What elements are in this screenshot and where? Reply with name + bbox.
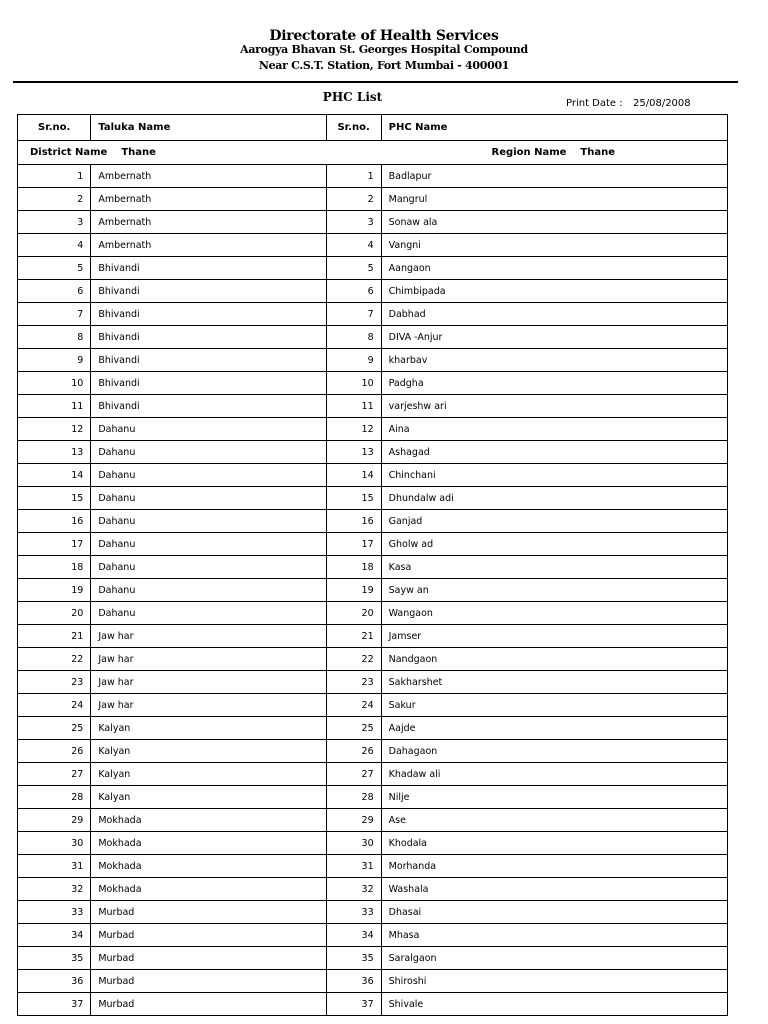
taluka-cell: Jaw har: [91, 671, 326, 694]
table-row: [18, 717, 728, 740]
table-row: [18, 533, 728, 556]
phc-srno-cell: 5: [326, 257, 381, 280]
phc-name-cell: Jamser: [381, 625, 727, 648]
table-row: [18, 487, 728, 510]
phc-name-cell: Ganjad: [381, 510, 727, 533]
taluka-cell: Mokhada: [91, 855, 326, 878]
phc-name-cell: Aina: [381, 418, 727, 441]
phc-name-cell: Morhanda: [381, 855, 727, 878]
phc-name-cell: Kasa: [381, 556, 727, 579]
phc-name-cell: Chinchani: [381, 464, 727, 487]
srno-cell: 20: [18, 602, 91, 625]
srno-cell: 2: [18, 188, 91, 211]
phc-name-cell: Gholw ad: [381, 533, 727, 556]
table-header-row: [18, 115, 728, 141]
table-row: [18, 763, 728, 786]
table-row: [18, 809, 728, 832]
taluka-cell: Murbad: [91, 970, 326, 993]
phc-name-cell: Saralgaon: [381, 947, 727, 970]
taluka-cell: Kalyan: [91, 763, 326, 786]
srno-cell: 14: [18, 464, 91, 487]
phc-srno-cell: 7: [326, 303, 381, 326]
table-row: [18, 970, 728, 993]
table-row: [18, 165, 728, 188]
table-row: [18, 947, 728, 970]
col-header-srno: Sr.no.: [18, 115, 91, 141]
phc-srno-cell: 27: [326, 763, 381, 786]
table-row: [18, 878, 728, 901]
taluka-cell: Mokhada: [91, 809, 326, 832]
taluka-cell: Jaw har: [91, 648, 326, 671]
phc-srno-cell: 18: [326, 556, 381, 579]
phc-name-cell: Washala: [381, 878, 727, 901]
phc-srno-cell: 16: [326, 510, 381, 533]
srno-cell: 1: [18, 165, 91, 188]
phc-name-cell: Chimbipada: [381, 280, 727, 303]
taluka-cell: Dahanu: [91, 418, 326, 441]
phc-name-cell: Wangaon: [381, 602, 727, 625]
taluka-cell: Murbad: [91, 993, 326, 1016]
phc-name-cell: Dhundalw adi: [381, 487, 727, 510]
table-row: [18, 280, 728, 303]
taluka-cell: Dahanu: [91, 510, 326, 533]
srno-cell: 19: [18, 579, 91, 602]
phc-srno-cell: 17: [326, 533, 381, 556]
srno-cell: 4: [18, 234, 91, 257]
phc-srno-cell: 1: [326, 165, 381, 188]
phc-srno-cell: 22: [326, 648, 381, 671]
srno-cell: 9: [18, 349, 91, 372]
phc-table: [17, 114, 728, 1016]
print-date-label: Print Date :: [566, 98, 623, 109]
phc-name-cell: Shiroshi: [381, 970, 727, 993]
srno-cell: 18: [18, 556, 91, 579]
phc-srno-cell: 12: [326, 418, 381, 441]
phc-srno-cell: 14: [326, 464, 381, 487]
srno-cell: 35: [18, 947, 91, 970]
srno-cell: 28: [18, 786, 91, 809]
table-row: [18, 372, 728, 395]
table-row: [18, 211, 728, 234]
taluka-cell: Ambernath: [91, 165, 326, 188]
phc-srno-cell: 10: [326, 372, 381, 395]
srno-cell: 6: [18, 280, 91, 303]
phc-srno-cell: 30: [326, 832, 381, 855]
phc-name-cell: Mangrul: [381, 188, 727, 211]
table-row: [18, 579, 728, 602]
srno-cell: 25: [18, 717, 91, 740]
phc-srno-cell: 34: [326, 924, 381, 947]
phc-name-cell: Dahagaon: [381, 740, 727, 763]
phc-srno-cell: 35: [326, 947, 381, 970]
phc-srno-cell: 4: [326, 234, 381, 257]
srno-cell: 12: [18, 418, 91, 441]
phc-name-cell: Aangaon: [381, 257, 727, 280]
table-row: [18, 510, 728, 533]
taluka-cell: Dahanu: [91, 533, 326, 556]
srno-cell: 29: [18, 809, 91, 832]
table-row: [18, 786, 728, 809]
srno-cell: 34: [18, 924, 91, 947]
region-value: Thane: [580, 147, 615, 158]
phc-srno-cell: 31: [326, 855, 381, 878]
phc-srno-cell: 24: [326, 694, 381, 717]
taluka-cell: Ambernath: [91, 211, 326, 234]
phc-name-cell: Aajde: [381, 717, 727, 740]
taluka-cell: Bhivandi: [91, 372, 326, 395]
district-label: District Name: [30, 147, 108, 158]
taluka-cell: Dahanu: [91, 579, 326, 602]
taluka-cell: Bhivandi: [91, 280, 326, 303]
col-header-taluka: Taluka Name: [91, 115, 326, 141]
phc-name-cell: kharbav: [381, 349, 727, 372]
table-row: [18, 993, 728, 1016]
srno-cell: 3: [18, 211, 91, 234]
table-row: [18, 740, 728, 763]
table-row: [18, 855, 728, 878]
srno-cell: 15: [18, 487, 91, 510]
org-address-line2: Near C.S.T. Station, Fort Mumbai - 400001: [258, 59, 510, 72]
srno-cell: 11: [18, 395, 91, 418]
phc-name-cell: Padgha: [381, 372, 727, 395]
taluka-cell: Jaw har: [91, 694, 326, 717]
list-title: PHC List: [322, 90, 383, 104]
taluka-cell: Dahanu: [91, 487, 326, 510]
org-address-line1: Aarogya Bhavan St. Georges Hospital Compound: [240, 43, 528, 56]
taluka-cell: Kalyan: [91, 717, 326, 740]
phc-name-cell: Dabhad: [381, 303, 727, 326]
srno-cell: 10: [18, 372, 91, 395]
table-row: [18, 441, 728, 464]
phc-srno-cell: 33: [326, 901, 381, 924]
taluka-cell: Bhivandi: [91, 349, 326, 372]
table-row: [18, 418, 728, 441]
phc-srno-cell: 9: [326, 349, 381, 372]
taluka-cell: Bhivandi: [91, 303, 326, 326]
table-row: [18, 648, 728, 671]
phc-srno-cell: 32: [326, 878, 381, 901]
table-row: [18, 924, 728, 947]
phc-srno-cell: 6: [326, 280, 381, 303]
srno-cell: 36: [18, 970, 91, 993]
phc-name-cell: Ashagad: [381, 441, 727, 464]
col-header-srno2: Sr.no.: [326, 115, 381, 141]
phc-name-cell: Badlapur: [381, 165, 727, 188]
phc-name-cell: Nilje: [381, 786, 727, 809]
taluka-cell: Jaw har: [91, 625, 326, 648]
phc-name-cell: Shivale: [381, 993, 727, 1016]
phc-srno-cell: 3: [326, 211, 381, 234]
phc-srno-cell: 20: [326, 602, 381, 625]
phc-name-cell: Ase: [381, 809, 727, 832]
region-label: Region Name: [491, 147, 567, 158]
phc-srno-cell: 2: [326, 188, 381, 211]
table-row: [18, 303, 728, 326]
table-row: [18, 188, 728, 211]
taluka-cell: Kalyan: [91, 786, 326, 809]
district-row: [18, 141, 728, 165]
org-title: Directorate of Health Services: [269, 28, 499, 44]
srno-cell: 27: [18, 763, 91, 786]
srno-cell: 37: [18, 993, 91, 1016]
table-row: [18, 832, 728, 855]
phc-srno-cell: 15: [326, 487, 381, 510]
table-row: [18, 234, 728, 257]
srno-cell: 5: [18, 257, 91, 280]
taluka-cell: Mokhada: [91, 832, 326, 855]
phc-srno-cell: 26: [326, 740, 381, 763]
taluka-cell: Ambernath: [91, 234, 326, 257]
srno-cell: 32: [18, 878, 91, 901]
phc-srno-cell: 13: [326, 441, 381, 464]
phc-srno-cell: 11: [326, 395, 381, 418]
srno-cell: 24: [18, 694, 91, 717]
taluka-cell: Ambernath: [91, 188, 326, 211]
srno-cell: 7: [18, 303, 91, 326]
taluka-cell: Dahanu: [91, 602, 326, 625]
table-row: [18, 556, 728, 579]
taluka-cell: Bhivandi: [91, 326, 326, 349]
taluka-cell: Dahanu: [91, 464, 326, 487]
header-divider: [13, 81, 738, 83]
table-row: [18, 602, 728, 625]
phc-name-cell: Sayw an: [381, 579, 727, 602]
srno-cell: 16: [18, 510, 91, 533]
phc-name-cell: Nandgaon: [381, 648, 727, 671]
taluka-cell: Dahanu: [91, 441, 326, 464]
srno-cell: 26: [18, 740, 91, 763]
taluka-cell: Murbad: [91, 947, 326, 970]
col-header-phc: PHC Name: [381, 115, 727, 141]
srno-cell: 31: [18, 855, 91, 878]
taluka-cell: Bhivandi: [91, 257, 326, 280]
phc-srno-cell: 23: [326, 671, 381, 694]
table-row: [18, 464, 728, 487]
srno-cell: 22: [18, 648, 91, 671]
phc-srno-cell: 19: [326, 579, 381, 602]
district-value: Thane: [121, 147, 156, 158]
taluka-cell: Kalyan: [91, 740, 326, 763]
phc-srno-cell: 21: [326, 625, 381, 648]
table-row: [18, 257, 728, 280]
srno-cell: 33: [18, 901, 91, 924]
phc-name-cell: Mhasa: [381, 924, 727, 947]
table-row: [18, 326, 728, 349]
table-row: [18, 625, 728, 648]
phc-srno-cell: 8: [326, 326, 381, 349]
phc-name-cell: Sakur: [381, 694, 727, 717]
print-date: [566, 98, 691, 109]
phc-name-cell: Sonaw ala: [381, 211, 727, 234]
table-row: [18, 694, 728, 717]
phc-name-cell: Sakharshet: [381, 671, 727, 694]
phc-srno-cell: 36: [326, 970, 381, 993]
phc-name-cell: varjeshw ari: [381, 395, 727, 418]
phc-name-cell: Khadaw ali: [381, 763, 727, 786]
taluka-cell: Dahanu: [91, 556, 326, 579]
phc-name-cell: Dhasai: [381, 901, 727, 924]
phc-name-cell: Khodala: [381, 832, 727, 855]
srno-cell: 17: [18, 533, 91, 556]
srno-cell: 23: [18, 671, 91, 694]
phc-name-cell: Vangni: [381, 234, 727, 257]
srno-cell: 21: [18, 625, 91, 648]
phc-srno-cell: 29: [326, 809, 381, 832]
taluka-cell: Mokhada: [91, 878, 326, 901]
phc-srno-cell: 28: [326, 786, 381, 809]
srno-cell: 30: [18, 832, 91, 855]
print-date-value: 25/08/2008: [633, 98, 691, 109]
region-cell: [326, 141, 727, 165]
taluka-cell: Murbad: [91, 924, 326, 947]
phc-name-cell: DIVA -Anjur: [381, 326, 727, 349]
srno-cell: 8: [18, 326, 91, 349]
table-row: [18, 395, 728, 418]
district-cell: [18, 141, 327, 165]
phc-srno-cell: 25: [326, 717, 381, 740]
phc-srno-cell: 37: [326, 993, 381, 1016]
srno-cell: 13: [18, 441, 91, 464]
taluka-cell: Murbad: [91, 901, 326, 924]
taluka-cell: Bhivandi: [91, 395, 326, 418]
table-row: [18, 901, 728, 924]
table-row: [18, 671, 728, 694]
table-row: [18, 349, 728, 372]
